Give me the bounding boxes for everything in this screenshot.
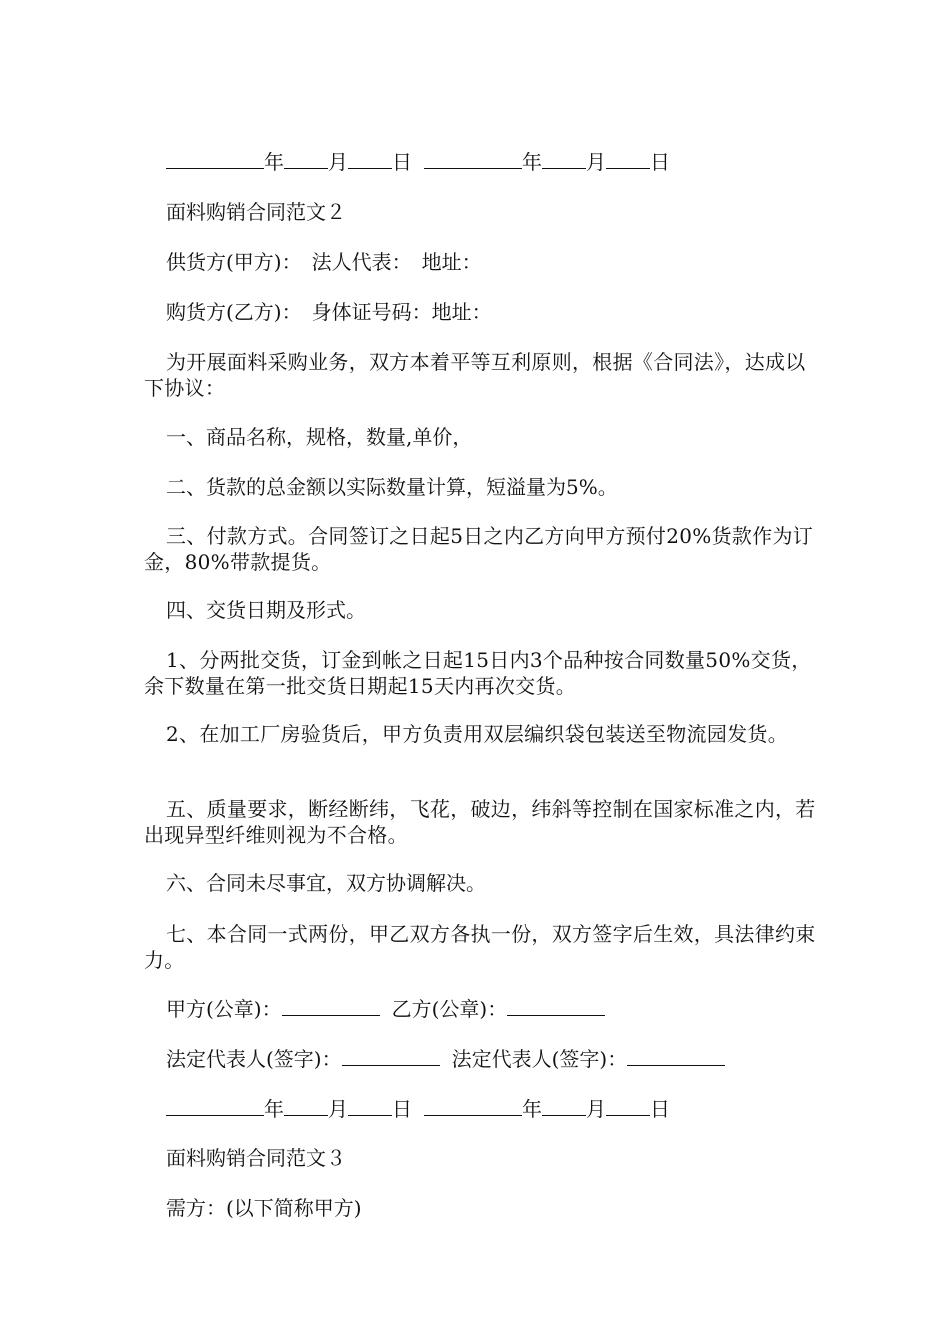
blank — [282, 995, 380, 1016]
rep-b-label: 法定代表人(签字)： — [451, 1047, 628, 1071]
day-label: 日 — [650, 1097, 670, 1121]
month-label: 月 — [328, 1097, 348, 1121]
blank — [348, 148, 392, 169]
representative-line — [166, 1045, 846, 1072]
month-label: 月 — [328, 150, 348, 174]
year-label: 年 — [264, 1097, 284, 1121]
blank — [342, 1045, 440, 1066]
day-label: 日 — [650, 150, 670, 174]
day-label: 日 — [392, 1097, 412, 1121]
clause-5: 五、质量要求，断经断纬，飞花，破边，纬斜等控制在国家标准之内，若出现异型纤维则视为不合格。 — [144, 797, 816, 847]
blank — [627, 1045, 725, 1066]
month-label: 月 — [586, 150, 606, 174]
heading-contract-3: 面料购销合同范文３ — [166, 1146, 346, 1170]
blank — [424, 148, 522, 169]
clause-2: 二、货款的总金额以实际数量计算，短溢量为5%。 — [166, 475, 618, 499]
blank — [606, 1095, 650, 1116]
heading-contract-2: 面料购销合同范文２ — [166, 200, 346, 224]
demander-line: 需方：(以下简称甲方) — [166, 1196, 362, 1220]
seal-line — [166, 995, 846, 1022]
blank — [424, 1095, 522, 1116]
date-line-bottom — [166, 1095, 846, 1122]
blank — [284, 1095, 328, 1116]
party-a-seal-label: 甲方(公章)： — [166, 997, 282, 1021]
blank — [284, 148, 328, 169]
clause-6: 六、合同未尽事宜，双方协调解决。 — [166, 871, 486, 895]
blank — [348, 1095, 392, 1116]
blank — [166, 1095, 264, 1116]
buyer-line: 购货方(乙方)： 身体证号码：地址： — [166, 300, 492, 324]
intro-paragraph: 为开展面料采购业务，双方本着平等互利原则，根据《合同法》，达成以下协议： — [144, 350, 806, 400]
blank — [166, 148, 264, 169]
clause-4-1: 1、分两批交货，订金到帐之日起15日内3个品种按合同数量50%交货，余下数量在第一批交货日期起15天内再次交货。 — [144, 648, 812, 698]
clause-1: 一、商品名称，规格，数量,单价， — [166, 425, 473, 449]
clause-3: 三、付款方式。合同签订之日起5日之内乙方向甲方预付20%货款作为订金，80%带款提货。 — [144, 524, 814, 574]
day-label: 日 — [392, 150, 412, 174]
blank — [507, 995, 605, 1016]
clause-4: 四、交货日期及形式。 — [166, 598, 366, 622]
year-label: 年 — [264, 150, 284, 174]
clause-4-2: 2、在加工厂房验货后，甲方负责用双层编织袋包装送至物流园发货。 — [166, 722, 789, 746]
blank — [542, 148, 586, 169]
date-line-top — [166, 148, 846, 175]
clause-7: 七、本合同一式两份，甲乙双方各执一份，双方签字后生效，具法律约束力。 — [144, 922, 816, 972]
supplier-line: 供货方(甲方)： 法人代表： 地址： — [166, 250, 482, 274]
year-label: 年 — [522, 1097, 542, 1121]
party-b-seal-label: 乙方(公章)： — [391, 997, 508, 1021]
blank — [542, 1095, 586, 1116]
month-label: 月 — [586, 1097, 606, 1121]
rep-a-label: 法定代表人(签字)： — [166, 1047, 342, 1071]
blank — [606, 148, 650, 169]
year-label: 年 — [522, 150, 542, 174]
